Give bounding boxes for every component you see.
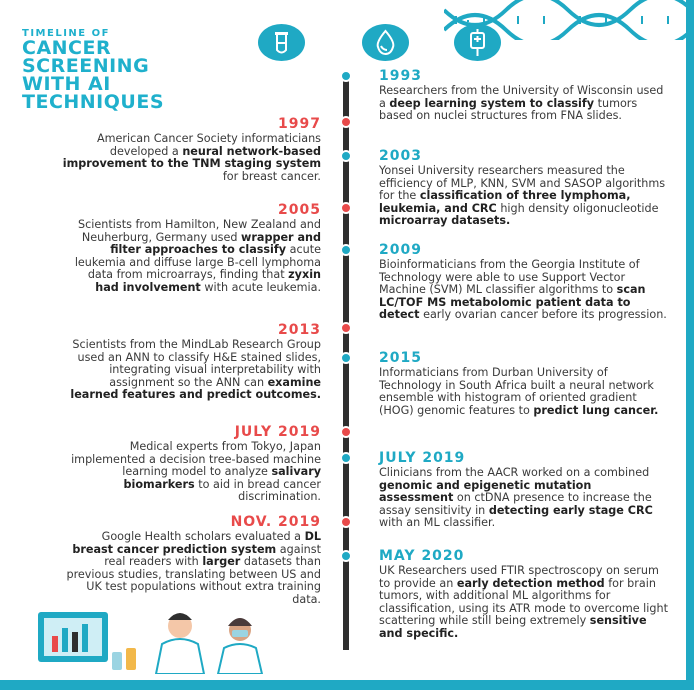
timeline-year: 2005 bbox=[278, 202, 321, 218]
timeline-description: Researchers from the University of Wisconsin used a deep learning system to classify tumors based on nuclei structures from FNA slides. bbox=[379, 84, 664, 122]
timeline-year: 1993 bbox=[379, 68, 422, 84]
title-line-1: CANCER bbox=[22, 37, 112, 59]
timeline-year: 2015 bbox=[379, 350, 422, 366]
icon-row bbox=[258, 24, 518, 64]
timeline-year: JULY 2019 bbox=[379, 450, 466, 466]
timeline-year: MAY 2020 bbox=[379, 548, 465, 564]
timeline-entry-left bbox=[61, 424, 321, 504]
timeline-description: UK Researchers used FTIR spectroscopy on serum to provide an early detection method for brain tumors, with additional ML algorithms for classification, using its ATR mode to overcome light scattering while still being extremely sensitive and specific. bbox=[379, 564, 668, 640]
timeline-description: Google Health scholars evaluated a DL breast cancer prediction system against real readers with larger datasets than previous studies, translating between US and UK test populations without extra training data. bbox=[66, 530, 321, 606]
timeline-entry-right bbox=[379, 450, 669, 530]
title-line-4: TECHNIQUES bbox=[22, 91, 164, 113]
water-drop-icon bbox=[362, 24, 409, 61]
timeline-description: Informaticians from Durban University of Technology in South Africa built a neural network ensemble with histogram of oriented gradient (HOG) genomic features to predict lung cancer. bbox=[379, 366, 659, 417]
timeline-year: JULY 2019 bbox=[234, 424, 321, 440]
test-tube-icon bbox=[258, 24, 305, 61]
timeline-description: Bioinformaticians from the Georgia Institute of Technology were able to use Support Vector Machine (SVM) ML classifier algorithms to scan LC/TOF MS metabolomic patient data to detect early ovarian cancer before its progression. bbox=[379, 258, 667, 321]
title-block bbox=[22, 28, 222, 111]
timeline-entry-right bbox=[379, 68, 669, 123]
timeline-dot-2003 bbox=[340, 150, 352, 162]
timeline-entry-right bbox=[379, 548, 669, 640]
timeline-entry-left bbox=[61, 116, 321, 183]
timeline-dot-nov-2019 bbox=[340, 516, 352, 528]
title-line-3: WITH AI bbox=[22, 73, 111, 95]
timeline-description: American Cancer Society informaticians developed a neural network-based improvement to the TNM staging system for breast cancer. bbox=[62, 132, 321, 183]
scientists-illustration bbox=[30, 604, 280, 674]
timeline-entry-right bbox=[379, 148, 669, 228]
timeline-dot-2013 bbox=[340, 322, 352, 334]
timeline-description: Clinicians from the AACR worked on a combined genomic and epigenetic mutation assessment on ctDNA presence to increase the assay sensitivity in detecting early stage CRC with an ML classifier. bbox=[379, 466, 653, 529]
timeline-entry-right bbox=[379, 350, 669, 417]
timeline-dot-1997 bbox=[340, 116, 352, 128]
timeline-year: NOV. 2019 bbox=[230, 514, 321, 530]
timeline-description: Scientists from the MindLab Research Group used an ANN to classify H&E stained slides, integrating visual interpretability with assignment so the ANN can examine learned features and predict outcomes. bbox=[70, 338, 321, 401]
timeline-dot-1993 bbox=[340, 70, 352, 82]
timeline-dot-july-2019-left bbox=[340, 426, 352, 438]
title-line-2: SCREENING bbox=[22, 55, 150, 77]
timeline-entry-left bbox=[61, 202, 321, 294]
timeline-dot-may-2020 bbox=[340, 550, 352, 562]
timeline-entry-left bbox=[61, 322, 321, 402]
title-kicker: TIMELINE OF bbox=[22, 28, 110, 39]
timeline-dot-july-2019-right bbox=[340, 452, 352, 464]
timeline-description: Yonsei University researchers measured the efficiency of MLP, KNN, SVM and SASOP algorithms for the classification of three lymphoma, leukemia, and CRC high density oligonucleotide microarray datasets. bbox=[379, 164, 666, 227]
timeline-year: 2013 bbox=[278, 322, 321, 338]
bottom-border bbox=[0, 680, 694, 690]
timeline-year: 2003 bbox=[379, 148, 422, 164]
timeline-entry-right bbox=[379, 242, 669, 322]
timeline-year: 1997 bbox=[278, 116, 321, 132]
timeline-description: Medical experts from Tokyo, Japan implemented a decision tree-based machine learning model to analyze salivary biomarkers to aid in bread cancer discrimination. bbox=[71, 440, 321, 503]
timeline-dot-2005 bbox=[340, 202, 352, 214]
blood-bag-icon bbox=[454, 24, 501, 61]
right-border bbox=[686, 0, 694, 690]
timeline-description: Scientists from Hamilton, New Zealand and Neuherburg, Germany used wrapper and filter approaches to classify acute leukemia and diffuse large B-cell lymphoma data from microarrays, finding that zyxin had involvement with acute leukemia. bbox=[74, 218, 321, 294]
timeline-dot-2009 bbox=[340, 244, 352, 256]
timeline-entry-left bbox=[61, 514, 321, 606]
timeline-dot-2015 bbox=[340, 352, 352, 364]
timeline-year: 2009 bbox=[379, 242, 422, 258]
